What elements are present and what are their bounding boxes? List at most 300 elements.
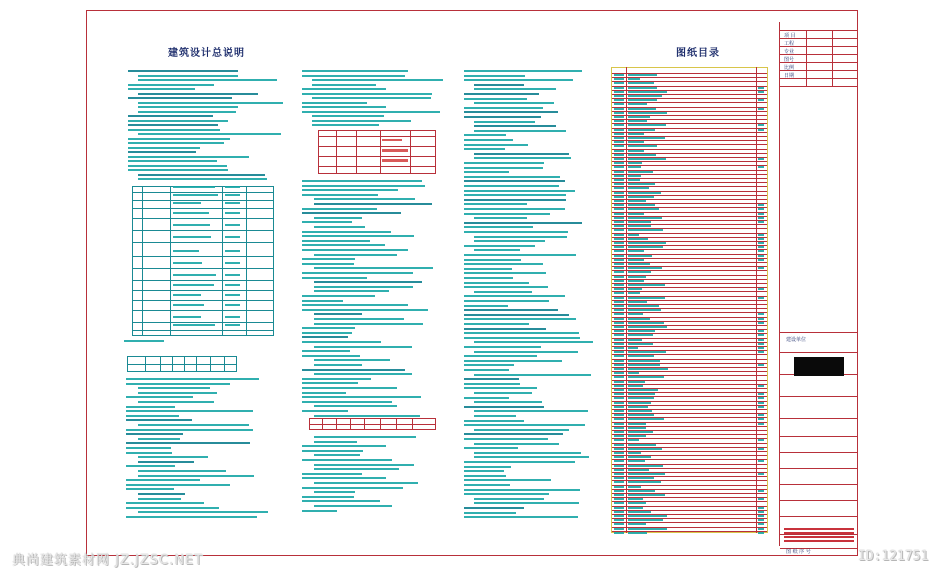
text-line (302, 249, 408, 251)
text-line (474, 153, 569, 155)
text-line (464, 277, 513, 279)
text-line (128, 129, 220, 131)
text-line (464, 323, 529, 325)
text-line (628, 103, 647, 105)
text-line (628, 183, 655, 185)
text-line (126, 442, 250, 444)
grid-line (132, 310, 274, 311)
text-line (464, 516, 578, 518)
text-line (225, 212, 240, 214)
text-line (758, 91, 764, 93)
grid-line (184, 356, 185, 372)
text-line (758, 213, 764, 215)
text-line (464, 489, 580, 491)
text-line (225, 284, 240, 286)
text-line (302, 295, 375, 297)
text-line (225, 304, 240, 306)
text-line (464, 180, 565, 182)
text-line (314, 373, 412, 375)
text-line (474, 249, 520, 251)
text-line (614, 196, 624, 198)
text-line (628, 74, 657, 76)
text-line (302, 369, 405, 371)
text-line (126, 433, 183, 435)
text-line (628, 376, 664, 378)
text-line (628, 271, 651, 273)
text-line (225, 186, 240, 188)
text-line (302, 401, 392, 403)
text-line (614, 112, 624, 114)
text-line (128, 120, 228, 122)
text-line (758, 250, 764, 252)
text-line (614, 204, 624, 206)
text-line (173, 284, 214, 286)
grid-line (160, 356, 161, 372)
text-line (312, 120, 411, 122)
text-line (464, 318, 576, 320)
text-line (758, 397, 764, 399)
text-line (128, 138, 230, 140)
text-line (128, 142, 224, 144)
grid-line (356, 130, 357, 174)
text-line (312, 84, 376, 86)
text-line (312, 124, 379, 126)
text-line (758, 124, 764, 126)
text-line (314, 405, 397, 407)
text-line (464, 466, 511, 468)
text-line (614, 175, 624, 177)
text-line (614, 263, 624, 265)
text-line (464, 420, 524, 422)
text-line (614, 91, 624, 93)
text-line (614, 368, 624, 370)
text-line (614, 376, 624, 378)
text-line (474, 291, 532, 293)
text-line (126, 484, 230, 486)
grid-line (132, 242, 274, 243)
text-line (126, 378, 259, 380)
text-line (628, 305, 659, 307)
text-line (314, 491, 355, 493)
text-line (614, 318, 624, 320)
text-line (614, 494, 624, 496)
text-line (474, 429, 569, 431)
text-line (758, 460, 764, 462)
text-line (628, 246, 663, 248)
text-line (614, 339, 624, 341)
text-line (314, 346, 412, 348)
text-line (758, 351, 764, 353)
text-line (302, 392, 346, 394)
text-line (314, 323, 423, 325)
text-line (628, 402, 651, 404)
text-line (128, 84, 214, 86)
text-line (614, 444, 624, 446)
text-line (628, 381, 645, 383)
text-line (758, 267, 764, 269)
text-line (128, 165, 227, 167)
text-line (758, 515, 764, 517)
text-line (464, 447, 518, 449)
text-line (614, 519, 624, 521)
text-line (128, 151, 196, 153)
titleblock-line (780, 30, 858, 31)
text-line (464, 70, 582, 72)
grid-line (132, 322, 274, 323)
text-line (628, 166, 641, 168)
text-line (302, 244, 385, 246)
text-line (474, 341, 593, 343)
text-line (464, 259, 521, 261)
text-line (758, 217, 764, 219)
text-line (614, 301, 624, 303)
text-line (614, 74, 624, 76)
text-line (758, 528, 764, 530)
text-line (126, 396, 193, 398)
text-line (464, 305, 508, 307)
text-line (614, 305, 624, 307)
text-line (614, 154, 624, 156)
text-line (614, 364, 624, 366)
text-line (758, 234, 764, 236)
text-line (614, 250, 624, 252)
text-line (474, 88, 556, 90)
text-line (128, 97, 232, 99)
text-line (312, 115, 384, 117)
text-line (614, 414, 624, 416)
text-line (758, 385, 764, 387)
text-line (628, 187, 649, 189)
grid-line (132, 268, 274, 269)
text-line (464, 254, 576, 256)
text-line (126, 383, 230, 385)
text-line (628, 124, 666, 126)
grid-line (382, 149, 408, 152)
text-line (628, 418, 664, 420)
text-line (314, 267, 433, 269)
text-line (628, 112, 667, 114)
text-line (302, 235, 414, 237)
text-line (464, 98, 527, 100)
text-line (128, 147, 200, 149)
text-line (628, 200, 646, 202)
titleblock-line (780, 452, 858, 453)
grid-line (382, 159, 408, 162)
text-line (614, 225, 624, 227)
text-line (614, 78, 624, 80)
text-line (628, 494, 665, 496)
text-line (126, 488, 174, 490)
text-line (302, 194, 378, 196)
text-line (614, 427, 624, 429)
titleblock-row-label: 日期 (784, 73, 795, 79)
text-line (464, 475, 506, 477)
text-line (302, 496, 354, 498)
text-line (464, 144, 528, 146)
text-line (474, 392, 532, 394)
text-line (614, 133, 624, 135)
text-line (614, 456, 624, 458)
text-line (138, 392, 217, 394)
text-line (628, 129, 655, 131)
text-line (464, 369, 509, 371)
text-line (614, 145, 624, 147)
grid-line (196, 356, 197, 372)
text-line (138, 401, 214, 403)
text-line (614, 334, 624, 336)
stamp-line (784, 528, 854, 530)
text-line (628, 192, 661, 194)
text-line (225, 236, 240, 238)
grid-line (145, 356, 146, 372)
text-line (474, 498, 544, 500)
project-logo-block (794, 357, 844, 376)
text-line (628, 158, 666, 160)
text-line (614, 141, 624, 143)
grid-line (132, 330, 274, 331)
text-line (758, 448, 764, 450)
text-line (128, 70, 238, 72)
text-line (312, 79, 443, 81)
text-line (464, 512, 516, 514)
text-line (628, 490, 655, 492)
grid-line (380, 418, 381, 430)
text-line (614, 435, 624, 437)
text-line (614, 276, 624, 278)
text-line (464, 493, 549, 495)
text-line (614, 171, 624, 173)
text-line (464, 190, 575, 192)
text-line (628, 498, 643, 500)
text-line (628, 439, 639, 441)
text-line (225, 316, 240, 318)
text-line (758, 519, 764, 521)
text-line (464, 213, 550, 215)
text-line (302, 459, 392, 461)
text-line (314, 281, 422, 283)
text-line (464, 203, 527, 205)
titleblock-line (780, 418, 858, 419)
text-line (302, 277, 367, 279)
text-line (614, 397, 624, 399)
text-line (173, 202, 201, 204)
titleblock-line (780, 332, 858, 333)
text-line (628, 301, 647, 303)
text-line (614, 473, 624, 475)
text-line (628, 486, 641, 488)
text-line (464, 167, 543, 169)
text-line (628, 322, 664, 324)
text-line (464, 397, 509, 399)
text-line (614, 406, 624, 408)
watermark-site-name: 典尚建筑素材网 JZ.JZSC.NET (12, 553, 204, 568)
grid-line (132, 230, 274, 231)
text-line (474, 351, 578, 353)
grid-line (132, 218, 274, 219)
text-line (628, 347, 638, 349)
text-line (614, 528, 624, 530)
text-line (138, 498, 181, 500)
text-line (628, 477, 654, 479)
text-line (302, 304, 408, 306)
text-line (628, 406, 648, 408)
text-line (614, 259, 624, 261)
text-line (628, 221, 651, 223)
text-line (314, 203, 432, 205)
text-line (758, 423, 764, 425)
text-line (628, 372, 639, 374)
text-line (614, 460, 624, 462)
stamp-line (784, 540, 854, 542)
text-line (628, 460, 645, 462)
text-line (173, 212, 209, 214)
text-line (314, 198, 415, 200)
text-line (628, 292, 640, 294)
titleblock-line (806, 30, 807, 86)
text-line (464, 438, 548, 440)
text-line (128, 88, 195, 90)
text-line (614, 465, 624, 467)
text-line (628, 313, 643, 315)
text-line (138, 475, 254, 477)
text-line (302, 378, 371, 380)
text-line (173, 224, 210, 226)
text-line (614, 507, 624, 509)
text-line (628, 360, 660, 362)
text-line (614, 183, 624, 185)
title-block (780, 22, 858, 556)
text-line (628, 355, 654, 357)
text-line (173, 274, 216, 276)
text-line (628, 343, 653, 345)
text-line (314, 482, 418, 484)
text-line (614, 271, 624, 273)
text-line (225, 294, 240, 296)
text-line (628, 523, 646, 525)
text-line (314, 441, 357, 443)
grid-line (364, 418, 365, 430)
text-line (302, 300, 343, 302)
text-line (614, 469, 624, 471)
text-line (628, 528, 667, 530)
text-line (614, 347, 624, 349)
titleblock-row-label: 图号 (784, 57, 795, 63)
text-line (173, 294, 201, 296)
text-line (138, 174, 265, 176)
text-line (614, 192, 624, 194)
text-line (758, 473, 764, 475)
text-line (628, 519, 663, 521)
text-line (628, 444, 656, 446)
text-line (614, 158, 624, 160)
titleblock-client-label: 建设单位 (786, 337, 807, 343)
text-line (614, 343, 624, 345)
text-line (464, 194, 566, 196)
text-line (614, 229, 624, 231)
text-line (474, 456, 589, 458)
text-line (628, 259, 644, 261)
text-line (302, 111, 440, 113)
text-line (628, 410, 652, 412)
text-line (628, 267, 662, 269)
text-line (628, 162, 642, 164)
text-line (225, 262, 240, 264)
text-line (464, 479, 551, 481)
grid-line (410, 130, 411, 174)
text-line (138, 470, 226, 472)
text-line (464, 286, 548, 288)
text-line (126, 507, 219, 509)
text-line (138, 79, 277, 81)
text-line (628, 238, 648, 240)
text-line (628, 427, 646, 429)
text-line (464, 176, 560, 178)
text-line (302, 258, 355, 260)
text-line (614, 124, 624, 126)
titleblock-line (780, 468, 858, 469)
titleblock-line (780, 534, 858, 535)
text-line (464, 378, 519, 380)
text-line (302, 410, 348, 412)
text-line (464, 93, 539, 95)
text-line (614, 187, 624, 189)
text-line (464, 314, 569, 316)
text-line (464, 346, 541, 348)
grid-line (336, 418, 337, 430)
text-line (302, 88, 386, 90)
text-line (628, 473, 665, 475)
text-line (628, 448, 662, 450)
text-line (628, 171, 653, 173)
text-line (474, 502, 579, 504)
text-line (628, 309, 661, 311)
text-line (628, 154, 656, 156)
text-line (464, 295, 565, 297)
text-line (628, 507, 643, 509)
titleblock-line (832, 30, 833, 86)
text-line (628, 318, 650, 320)
text-line (758, 414, 764, 416)
text-line (628, 234, 639, 236)
grid-line (224, 356, 225, 372)
text-line (758, 334, 764, 336)
text-line (614, 452, 624, 454)
text-line (758, 343, 764, 345)
text-line (614, 208, 624, 210)
text-line (614, 502, 624, 504)
text-line (628, 297, 665, 299)
text-line (628, 502, 646, 504)
text-line (614, 284, 624, 286)
text-line (464, 424, 585, 426)
text-line (614, 313, 624, 315)
text-line (124, 340, 164, 342)
text-line (464, 199, 566, 201)
text-line (138, 438, 180, 440)
text-line (614, 200, 624, 202)
text-line (628, 217, 662, 219)
text-line (628, 255, 652, 257)
text-line (138, 493, 185, 495)
text-line (758, 511, 764, 513)
text-line (614, 439, 624, 441)
text-line (758, 406, 764, 408)
text-line (614, 498, 624, 500)
text-line (628, 452, 641, 454)
text-line (628, 393, 655, 395)
text-line (758, 498, 764, 500)
text-line (138, 424, 249, 426)
